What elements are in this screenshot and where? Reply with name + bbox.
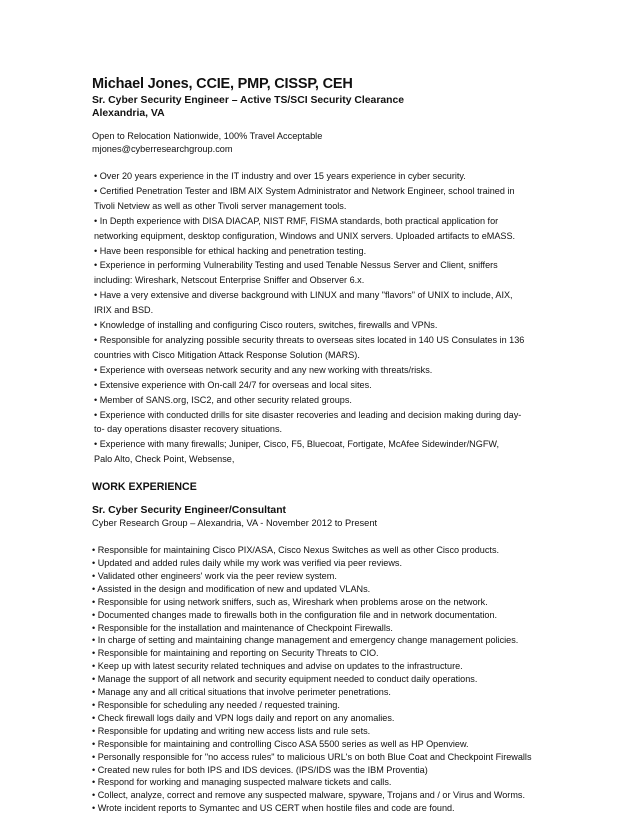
summary-line: to- day operations disaster recovery situations. (94, 424, 283, 435)
duty-line: • In charge of setting and maintaining change management and emergency change management policies. (92, 635, 519, 646)
duty-line: • Assisted in the design and modification of new and updated VLANs. (92, 583, 371, 594)
summary-line: • Certified Penetration Tester and IBM AIX System Administrator and Network Engineer, school trained in (94, 185, 515, 196)
duty-line: • Validated other engineers' work via the peer review system. (92, 570, 337, 581)
duty-line: • Personally responsible for "no access rules" to malicious URL's on both Blue Coat and Checkpoint Firewalls (92, 751, 532, 762)
summary-line: • Over 20 years experience in the IT industry and over 15 years experience in cyber security. (94, 171, 466, 181)
candidate-location: Alexandria, VA (92, 108, 165, 119)
summary-line: networking equipment, desktop configuration, Windows and UNIX servers. Uploaded artifacts to eMASS. (94, 230, 516, 241)
summary-line: Palo Alto, Check Point, Websense, (94, 454, 235, 465)
summary-line: • Experience with conducted drills for site disaster recoveries and leading and decision making during day- (94, 409, 522, 420)
duties-list (92, 544, 592, 815)
summary-line: • Responsible for analyzing possible security threats to overseas sites located in 140 US Consulates in 136 (94, 334, 525, 345)
email-address[interactable]: mjones@cyberresearchgroup.com (92, 143, 233, 154)
summary-line: • In Depth experience with DISA DIACAP, NIST RMF, FISMA standards, both practical application for (94, 215, 499, 226)
duty-line: • Check firewall logs daily and VPN logs daily and report on any anomalies. (92, 712, 395, 723)
summary-line: • Experience with overseas network security and any new working with threats/risks. (94, 364, 433, 375)
duty-line: • Documented changes made to firewalls both in the configuration file and in network documentation. (92, 609, 498, 620)
duty-line: • Wrote incident reports to Symantec and US CERT when hostile files and code are found. (92, 803, 455, 814)
duty-line: • Keep up with latest security related techniques and advise on updates to the infrastructure. (92, 661, 463, 672)
duty-line: • Manage any and all critical situations that involve perimeter penetrations. (92, 687, 391, 698)
duty-line: • Responsible for updating and writing new access lists and rule sets. (92, 725, 371, 736)
work-experience-heading: WORK EXPERIENCE (92, 481, 197, 494)
summary-line: • Extensive experience with On-call 24/7 for overseas and local sites. (94, 379, 372, 390)
summary-list (92, 169, 592, 467)
relocation-note: Open to Relocation Nationwide, 100% Travel Acceptable (92, 131, 323, 141)
duty-line: • Responsible for maintaining and controlling Cisco ASA 5500 series as well as HP Openview. (92, 738, 469, 749)
duty-line: • Manage the support of all network and security equipment needed to conduct daily operations. (92, 674, 478, 685)
job-employer-dates: Cyber Research Group – Alexandria, VA - November 2012 to Present (92, 518, 378, 529)
summary-line: • Experience with many firewalls; Juniper, Cisco, F5, Bluecoat, Fortigate, McAfee Sidewinder/NGFW, (94, 439, 499, 450)
candidate-title: Sr. Cyber Security Engineer – Active TS/SCI Security Clearance (92, 95, 405, 106)
contact-block (92, 130, 592, 155)
summary-line: IRIX and BSD. (94, 305, 154, 316)
duty-line: • Respond for working and managing suspected malware tickets and calls. (92, 777, 392, 788)
candidate-name: Michael Jones, CCIE, PMP, CISSP, CEH (92, 76, 353, 92)
duty-line: • Collect, analyze, correct and remove any suspected malware, spyware, Trojans and / or Virus and Worms. (92, 790, 525, 801)
duty-line: • Responsible for scheduling any needed / requested training. (92, 700, 340, 710)
duty-line: • Updated and added rules daily while my work was verified via peer reviews. (92, 558, 402, 569)
summary-line: • Have a very extensive and diverse background with LINUX and many "flavors" of UNIX to include, AIX, (94, 290, 513, 301)
summary-line: including: Wireshark, Netscout Enterprise Sniffer and Observer 6.x. (94, 275, 365, 286)
duty-line: • Responsible for the installation and maintenance of Checkpoint Firewalls. (92, 622, 393, 633)
summary-line: • Member of SANS.org, ISC2, and other security related groups. (94, 394, 352, 405)
summary-line: • Have been responsible for ethical hacking and penetration testing. (94, 245, 367, 256)
job-title: Sr. Cyber Security Engineer/Consultant (92, 505, 287, 517)
summary-line: Tivoli Netview as well as other Tivoli server management tools. (94, 200, 347, 211)
summary-line: • Knowledge of installing and configuring Cisco routers, switches, firewalls and VPNs. (94, 320, 438, 331)
duty-line: • Responsible for using network sniffers, such as, Wireshark when problems arose on the network. (92, 596, 488, 607)
summary-line: • Experience in performing Vulnerability Testing and used Tenable Nessus Server and Client, sniffers (94, 260, 498, 271)
resume-page (92, 76, 592, 815)
duty-line: • Responsible for maintaining and reporting on Security Threats to CIO. (92, 648, 379, 659)
duty-line: • Created new rules for both IPS and IDS devices. (IPS/IDS was the IBM Proventia) (92, 764, 428, 775)
duty-line: • Responsible for maintaining Cisco PIX/ASA, Cisco Nexus Switches as well as other Cisco products. (92, 545, 500, 556)
summary-line: countries with Cisco Mitigation Attack Response Solution (MARS). (94, 349, 360, 360)
